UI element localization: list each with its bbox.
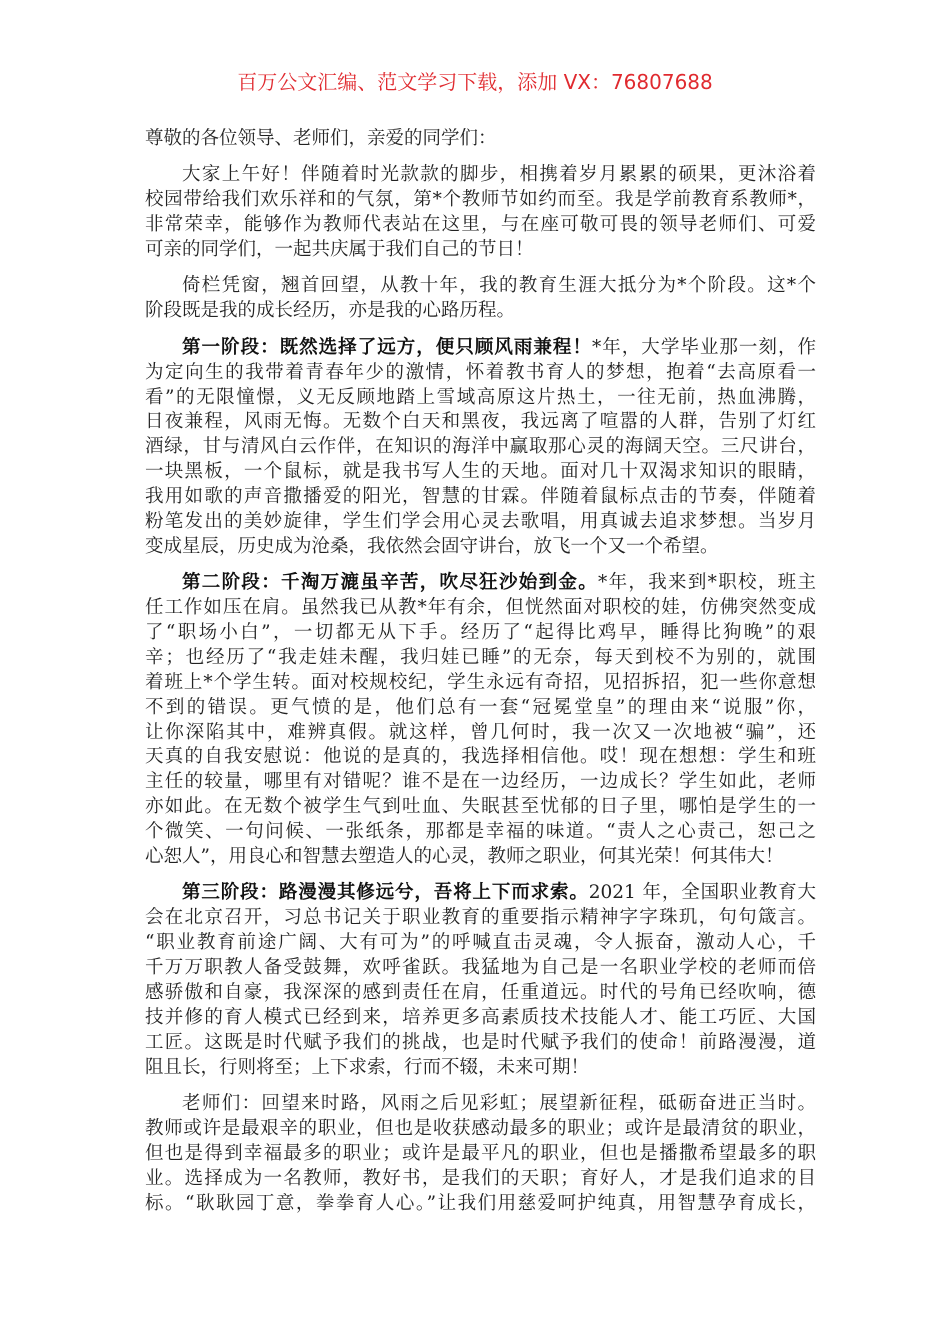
- text-line: [145, 299, 816, 324]
- line-text: 阻且长，行则将至；上下求索，行而不辍，未来可期！: [145, 1056, 590, 1078]
- line-text: 2021 年，全国职业教育大: [588, 882, 816, 904]
- text-line: [145, 1031, 816, 1056]
- text-line: [145, 1006, 816, 1031]
- text-line: [145, 336, 816, 361]
- text-line: [145, 795, 816, 820]
- line-text: 看”的无限憧憬，义无反顾地踏上雪域高原这片热土，一往无前，热血沸腾，: [145, 386, 816, 408]
- line-text: 亦如此。在无数个被学生气到吐血、失眠甚至忧郁的日子里，哪怕是学生的一: [145, 796, 816, 818]
- text-line: [145, 460, 816, 485]
- section-heading: 第三阶段：路漫漫其修远兮，吾将上下而求索。: [182, 882, 589, 904]
- text-line: [145, 361, 816, 386]
- line-text: 日夜兼程，风雨无悔。无数个白天和黑夜，我远离了喧嚣的人群，告别了灯红: [145, 411, 816, 433]
- text-line: [145, 956, 816, 981]
- line-text: 会在北京召开，习总书记关于职业教育的重要指示精神字字珠玑，句句箴言。: [145, 907, 816, 929]
- text-line: [145, 410, 816, 435]
- line-text: 了“职场小白”，一切都无从下手。经历了“起得比鸡早，睡得比狗晚”的艰: [145, 622, 816, 644]
- text-line: [145, 510, 816, 535]
- line-text: “职业教育前途广阔、大有可为”的呼喊直击灵魂，令人振奋，激动人心，千: [145, 932, 816, 954]
- text-line: [145, 646, 816, 671]
- line-text: 尊敬的各位领导、老师们，亲爱的同学们：: [145, 128, 497, 149]
- line-text: 着班上*个学生转。面对校规校纪，学生永远有奇招，见招拆招，犯一些你意想: [145, 671, 816, 693]
- document-body: [145, 127, 816, 1228]
- text-line: [145, 535, 816, 560]
- text-line: [145, 621, 816, 646]
- line-text: *年，大学毕业那一刻，作: [591, 336, 816, 358]
- text-line: [145, 1192, 816, 1217]
- paragraph: [145, 571, 816, 870]
- text-line: [145, 671, 816, 696]
- line-text: 千万万职教人备受鼓舞，欢呼雀跃。我猛地为自己是一名职业学校的老师而倍: [145, 957, 816, 979]
- text-line: [145, 770, 816, 795]
- text-line: [145, 881, 816, 906]
- text-line: [145, 188, 816, 213]
- line-text: 可亲的同学们，一起共庆属于我们自己的节日！: [145, 239, 534, 261]
- line-text: 粉笔发出的美妙旋律，学生们学会用心灵去歌唱，用真诚去追求梦想。当岁月: [145, 510, 816, 532]
- text-line: [145, 238, 816, 263]
- text-line: [145, 485, 816, 510]
- paragraph: [145, 127, 816, 152]
- line-text: 但也是得到幸福最多的职业；或许是最平凡的职业，但也是播撒希望最多的职: [145, 1142, 816, 1164]
- line-text: 倚栏凭窗，翘首回望，从教十年，我的教育生涯大抵分为*个阶段。这*个: [182, 275, 816, 297]
- text-line: [145, 906, 816, 931]
- watermark-header: 百万公文汇编、范文学习下载，添加 VX：76807688: [237, 70, 713, 94]
- line-text: 非常荣幸，能够作为教师代表站在这里，与在座可敬可畏的领导老师们、可爱: [145, 214, 816, 236]
- line-text: 不到的错误。更气愤的是，他们总有一套“冠冕堂皇”的理由来“说服”你，: [145, 696, 816, 718]
- text-line: [145, 274, 816, 299]
- line-text: 为定向生的我带着青春年少的激情，怀着教书育人的梦想，抱着“去高原看一: [145, 361, 816, 383]
- line-text: 感骄傲和自豪，我深深的感到责任在肩，任重道远。时代的号角已经吹响，德: [145, 982, 816, 1003]
- text-line: [145, 571, 816, 596]
- text-line: [145, 721, 816, 746]
- section-heading: 第一阶段：既然选择了远方，便只顾风雨兼程！: [182, 336, 592, 358]
- text-line: [145, 163, 816, 188]
- text-line: [145, 820, 816, 845]
- text-line: [145, 386, 816, 411]
- text-line: [145, 1117, 816, 1142]
- line-text: 一块黑板，一个鼠标，就是我书写人生的天地。面对几十双渴求知识的眼睛，: [145, 461, 816, 483]
- text-line: [145, 1142, 816, 1167]
- line-text: 个微笑、一句问候、一张纸条，那都是幸福的味道。“责人之心责己，恕己之: [145, 821, 816, 843]
- line-text: 主任的较量，哪里有对错呢？谁不是在一边经历，一边成长？学生如此，老师: [145, 771, 816, 793]
- line-text: 让你深陷其中，难辨真假。就这样，曾几何时，我一次又一次地被“骗”，还: [145, 721, 816, 743]
- line-text: 我用如歌的声音撒播爱的阳光，智慧的甘霖。伴随着鼠标点击的节奏，伴随着: [145, 486, 816, 508]
- text-line: [145, 1167, 816, 1192]
- text-line: [145, 213, 816, 238]
- text-line: [145, 1092, 816, 1117]
- text-line: [145, 127, 816, 152]
- line-text: 变成星辰，历史成为沧桑，我依然会固守讲台，放飞一个又一个希望。: [145, 535, 719, 557]
- line-text: 大家上午好！伴随着时光款款的脚步，相携着岁月累累的硕果，更沐浴着: [182, 164, 816, 186]
- text-line: [145, 696, 816, 721]
- text-line: [145, 931, 816, 956]
- line-text: *年，我来到*职校，班主: [598, 572, 816, 594]
- text-line: [145, 745, 816, 770]
- line-text: 教师或许是最艰辛的职业，但也是收获感动最多的职业；或许是最清贫的职业，: [145, 1117, 816, 1139]
- paragraph: [145, 336, 816, 560]
- paragraph: [145, 881, 816, 1080]
- line-text: 天真的自我安慰说：他说的是真的，我选择相信他。哎！现在想想：学生和班: [145, 746, 816, 768]
- line-text: 酒绿，甘与清风白云作伴，在知识的海洋中赢取那心灵的海阔天空。三尺讲台，: [145, 436, 816, 458]
- section-heading: 第二阶段：千淘万漉虽辛苦，吹尽狂沙始到金。: [182, 572, 599, 594]
- line-text: 老师们：回望来时路，风雨之后见彩虹；展望新征程，砥砺奋进正当时。: [182, 1093, 816, 1115]
- paragraph: [145, 163, 816, 263]
- text-line: [145, 596, 816, 621]
- line-text: 校园带给我们欢乐祥和的气氛，第*个教师节如约而至。我是学前教育系教师*，: [145, 189, 816, 211]
- paragraph: [145, 274, 816, 324]
- text-line: [145, 981, 816, 1006]
- line-text: 工匠。这既是时代赋予我们的挑战，也是时代赋予我们的使命！前路漫漫，道: [145, 1031, 816, 1053]
- text-line: [145, 435, 816, 460]
- line-text: 心恕人”，用良心和智慧去塑造人的心灵，教师之职业，何其光荣！何其伟大！: [145, 846, 784, 868]
- line-text: 技并修的育人模式已经到来，培养更多高素质技术技能人才、能工巧匠、大国: [145, 1006, 816, 1028]
- line-text: 任工作如压在肩。虽然我已从教*年有余，但恍然面对职校的娃，仿佛突然变成: [145, 597, 816, 619]
- line-text: 业。选择成为一名教师，教好书，是我们的天职；育好人，才是我们追求的目: [145, 1167, 816, 1189]
- line-text: 阶段既是我的成长经历，亦是我的心路历程。: [145, 300, 516, 322]
- line-text: 标。“耿耿园丁意，拳拳育人心。”让我们用慈爱呵护纯真，用智慧孕育成长，: [145, 1192, 816, 1214]
- line-text: 辛；也经历了“我走娃未醒，我归娃已睡”的无奈，每天到校不为别的，就围: [145, 646, 816, 668]
- text-line: [145, 1056, 816, 1081]
- text-line: [145, 845, 816, 870]
- paragraph: [145, 1092, 816, 1216]
